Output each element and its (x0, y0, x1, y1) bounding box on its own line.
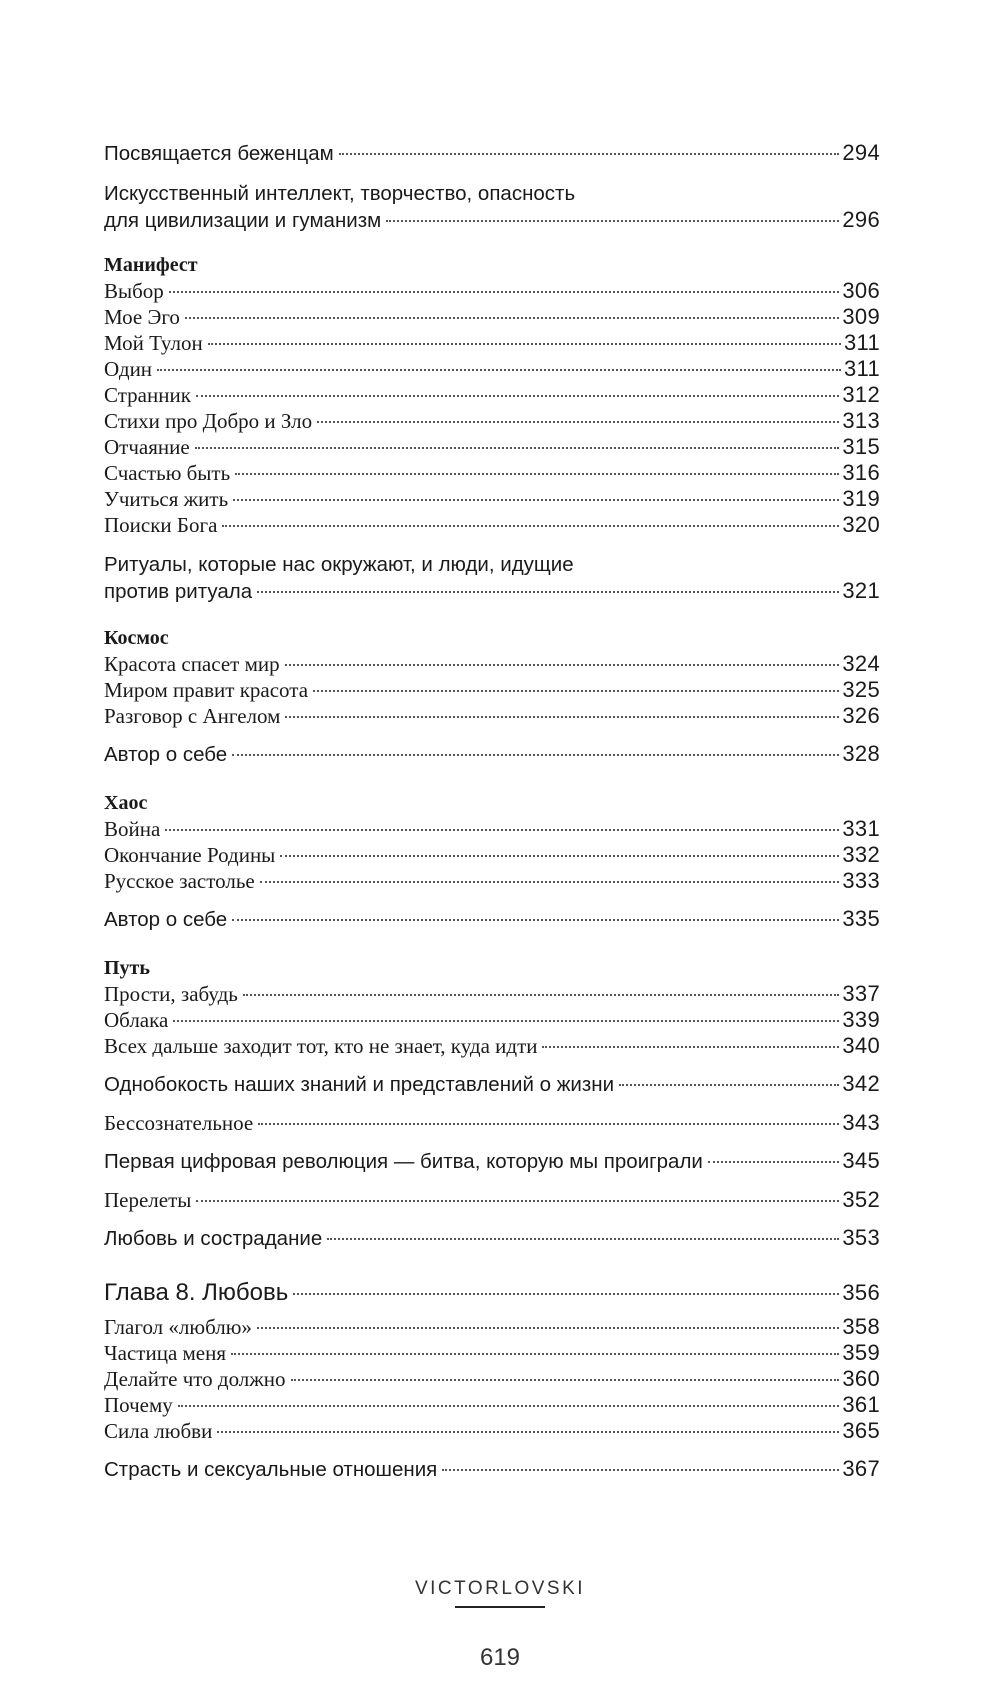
dot-leader (257, 1327, 839, 1329)
dot-leader (208, 343, 841, 345)
dot-leader (619, 1084, 839, 1086)
toc-entry-page: 319 (842, 486, 880, 511)
toc-entry[interactable] (104, 356, 880, 382)
toc-entry[interactable] (104, 1418, 880, 1444)
toc-entry[interactable] (104, 408, 880, 434)
toc-entry[interactable] (104, 651, 880, 677)
toc-entry-title: Автор о себе (104, 908, 228, 931)
toc-entry-page: 296 (842, 207, 880, 232)
toc-entry-title: Любовь и сострадание (104, 1227, 323, 1250)
toc-entry[interactable] (104, 1007, 880, 1033)
toc-entry-title: Всех дальше заходит тот, кто не знает, куда идти (104, 1034, 538, 1058)
toc-entry-title: Бессознательное (104, 1111, 254, 1135)
dot-leader (231, 1353, 839, 1355)
dot-leader (293, 1293, 839, 1295)
dot-leader (708, 1161, 840, 1163)
dot-leader (232, 754, 839, 756)
dot-leader (327, 1238, 839, 1240)
toc-entry-title: Мой Тулон (104, 331, 203, 355)
toc-entry-page: 340 (842, 1033, 880, 1058)
dot-leader (291, 1379, 840, 1381)
toc-entry-title: Мое Эго (104, 305, 180, 329)
toc-entry-title: Счастью быть (104, 461, 231, 485)
toc-entry-page: 352 (842, 1187, 880, 1212)
toc-entry-page: 311 (844, 356, 880, 381)
toc-entry[interactable] (104, 1456, 880, 1483)
toc-entry-page: 325 (842, 677, 880, 702)
toc-entry-title: Красота спасет мир (104, 652, 280, 676)
toc-entry-title: Поиски Бога (104, 513, 218, 537)
toc-entry[interactable] (104, 981, 880, 1007)
toc-entry[interactable] (104, 1392, 880, 1418)
toc-entry-page: 337 (842, 981, 880, 1006)
dot-leader (195, 447, 840, 449)
dot-leader (185, 317, 839, 319)
toc-entry-title: Почему (104, 1393, 173, 1417)
toc-entry[interactable] (104, 816, 880, 842)
section-heading: Манифест (104, 254, 198, 276)
toc-entry-page: 331 (842, 816, 880, 841)
table-of-contents (104, 140, 880, 1483)
dot-leader (542, 1046, 839, 1048)
dot-leader (217, 1431, 839, 1433)
toc-entry-page: 320 (842, 512, 880, 537)
toc-entry-title: Миром правит красота (104, 678, 309, 702)
toc-entry-page: 360 (842, 1366, 880, 1391)
toc-entry[interactable] (104, 1071, 880, 1098)
toc-entry[interactable] (104, 278, 880, 304)
toc-entry[interactable] (104, 1187, 880, 1213)
toc-entry[interactable] (104, 181, 880, 234)
toc-entry[interactable] (104, 304, 880, 330)
toc-entry-page: 342 (842, 1071, 880, 1096)
toc-entry[interactable] (104, 1225, 880, 1252)
dot-leader (285, 664, 840, 666)
toc-entry-title: Сила любви (104, 1419, 213, 1443)
dot-leader (243, 994, 840, 996)
toc-entry-title: Война (104, 817, 161, 841)
toc-entry-title: Страсть и сексуальные отношения (104, 1458, 438, 1481)
toc-entry-title: Облака (104, 1008, 169, 1032)
toc-entry-title: Странник (104, 383, 191, 407)
toc-entry-title: для цивилизации и гуманизм (104, 209, 382, 232)
toc-entry-title: Автор о себе (104, 743, 228, 766)
toc-entry-page: 326 (842, 703, 880, 728)
toc-entry[interactable] (104, 842, 880, 868)
toc-entry[interactable] (104, 460, 880, 486)
toc-entry-page: 339 (842, 1007, 880, 1032)
toc-entry-title: Однобокость наших знаний и представлений о жизни (104, 1073, 615, 1096)
toc-entry-page: 358 (842, 1314, 880, 1339)
dot-leader (157, 369, 841, 371)
toc-entry-page: 332 (842, 842, 880, 867)
page-number: 619 (479, 1644, 521, 1671)
toc-entry-page: 311 (844, 330, 880, 355)
toc-entry-title: Разговор с Ангелом (104, 704, 281, 728)
toc-entry-title-line1: Ритуалы, которые нас окружают, и люди, идущие (104, 553, 574, 576)
toc-entry-title: Перелеты (104, 1188, 192, 1212)
dot-leader (260, 881, 840, 883)
dot-leader (165, 829, 839, 831)
dot-leader (258, 1123, 839, 1125)
toc-entry[interactable] (104, 1148, 880, 1175)
toc-entry[interactable] (104, 1314, 880, 1340)
brand-logo-text: VICTORLOVSKI (414, 1578, 586, 1599)
toc-entry-title-line1: Искусственный интеллект, творчество, опасность (104, 182, 576, 205)
footer-brand (0, 1578, 1000, 1608)
toc-entry-title: Окончание Родины (104, 843, 276, 867)
toc-entry-page: 333 (842, 868, 880, 893)
toc-entry-page: 324 (842, 651, 880, 676)
toc-entry[interactable] (104, 434, 880, 460)
toc-entry[interactable] (104, 512, 880, 538)
toc-entry-title: Делайте что должно (104, 1367, 286, 1391)
toc-entry-title: Стихи про Добро и Зло (104, 409, 313, 433)
toc-entry-page: 328 (842, 741, 880, 766)
toc-entry[interactable] (104, 906, 880, 933)
dot-leader (196, 1200, 839, 1202)
toc-entry-title: Выбор (104, 279, 164, 303)
dot-leader (313, 690, 839, 692)
chapter-entry[interactable] (104, 1278, 880, 1308)
toc-entry-page: 361 (842, 1392, 880, 1417)
dot-leader (222, 525, 839, 527)
toc-entry[interactable] (104, 1340, 880, 1366)
toc-entry-title: против ритуала (104, 580, 253, 603)
section-heading: Путь (104, 957, 150, 979)
toc-entry-title: Посвящается беженцам (104, 142, 334, 165)
dot-leader (169, 291, 840, 293)
toc-entry[interactable] (104, 703, 880, 729)
dot-leader (233, 499, 839, 501)
toc-entry-page: 367 (842, 1456, 880, 1481)
dot-leader (386, 220, 839, 222)
toc-entry[interactable] (104, 486, 880, 512)
dot-leader (232, 919, 839, 921)
dot-leader (196, 395, 839, 397)
toc-entry[interactable] (104, 868, 880, 894)
toc-entry-title: Прости, забудь (104, 982, 238, 1006)
dot-leader (280, 855, 839, 857)
toc-entry[interactable] (104, 1033, 880, 1059)
toc-entry[interactable] (104, 1110, 880, 1136)
section-heading: Космос (104, 627, 169, 649)
dot-leader (285, 716, 839, 718)
toc-entry-title: Частица меня (104, 1341, 227, 1365)
toc-entry[interactable] (104, 140, 880, 167)
toc-entry-page: 315 (842, 434, 880, 459)
toc-entry-page: 312 (842, 382, 880, 407)
toc-entry-page: 309 (842, 304, 880, 329)
toc-entry-page: 359 (842, 1340, 880, 1365)
dot-leader (178, 1405, 840, 1407)
section-heading: Хаос (104, 792, 148, 814)
toc-entry-page: 294 (842, 140, 880, 165)
toc-entry-page: 313 (842, 408, 880, 433)
dot-leader (257, 591, 839, 593)
toc-entry-title: Глагол «люблю» (104, 1315, 252, 1339)
dot-leader (339, 153, 840, 155)
toc-entry-title: Первая цифровая революция — битва, которую мы проиграли (104, 1150, 703, 1173)
toc-entry[interactable] (104, 677, 880, 703)
toc-entry[interactable] (104, 552, 880, 605)
toc-entry-title: Русское застолье (104, 869, 255, 893)
chapter-page: 356 (842, 1280, 880, 1305)
chapter-title: Глава 8. Любовь (104, 1279, 289, 1306)
toc-entry[interactable] (104, 1366, 880, 1392)
toc-entry-page: 343 (842, 1110, 880, 1135)
dot-leader (173, 1020, 839, 1022)
toc-entry-page: 306 (842, 278, 880, 303)
dot-leader (317, 421, 839, 423)
brand-underline (455, 1606, 545, 1608)
toc-entry-page: 335 (842, 906, 880, 931)
toc-entry-title: Один (104, 357, 153, 381)
toc-entry-page: 365 (842, 1418, 880, 1443)
toc-entry-page: 316 (842, 460, 880, 485)
toc-entry[interactable] (104, 382, 880, 408)
toc-entry-title: Учиться жить (104, 487, 229, 511)
toc-entry[interactable] (104, 741, 880, 768)
toc-entry-page: 321 (842, 578, 880, 603)
dot-leader (442, 1469, 839, 1471)
toc-entry[interactable] (104, 330, 880, 356)
toc-entry-page: 353 (842, 1225, 880, 1250)
toc-entry-title: Отчаяние (104, 435, 190, 459)
toc-entry-page: 345 (842, 1148, 880, 1173)
dot-leader (235, 473, 839, 475)
